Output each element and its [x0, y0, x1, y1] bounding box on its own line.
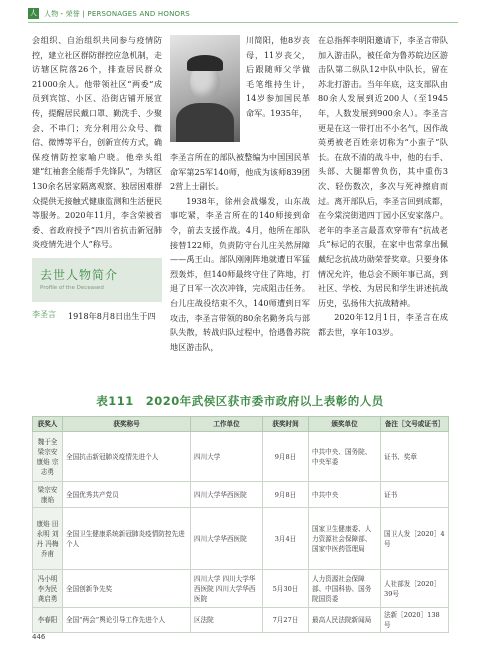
- table-row: [33, 432, 449, 482]
- awardee-names: 康焰 田永明 刘丹 冯梅 乔甫: [33, 508, 63, 570]
- column-header: 备注［文号或证书］: [381, 417, 449, 432]
- awardee-names: 冯小明 李为民 龚启勇: [33, 570, 63, 608]
- paragraph: 2020年12月1日，李圣言在成都去世，享年103岁。: [318, 312, 448, 337]
- work-unit: 四川大学华西医院: [191, 508, 263, 570]
- text-column-2: [170, 150, 310, 354]
- remark: 国卫人发［2020］4号: [381, 508, 449, 570]
- column-header: 获奖称号: [63, 417, 191, 432]
- remark: 证书、奖章: [381, 432, 449, 482]
- issuing-body: 人力资源社会保障部、中国科协、国务院国资委: [309, 570, 381, 608]
- table-header-row: [33, 417, 449, 432]
- page-number: 446: [32, 633, 46, 641]
- obituary-heading-box: [32, 258, 162, 302]
- remark: 证书: [381, 482, 449, 508]
- award-title: 全国创新争先奖: [63, 570, 191, 608]
- table-row: [33, 482, 449, 508]
- awardee-names: 李春阳: [33, 608, 63, 633]
- award-date: 9月8日: [263, 432, 309, 482]
- award-title: 全国卫生健康系统新冠肺炎疫情防控先进个人: [63, 508, 191, 570]
- award-title: 全国抗击新冠肺炎疫情先进个人: [63, 432, 191, 482]
- paragraph: 李圣言所在的部队被整编为中国国民革命军第25军140师，他成为该师839团2营上士副长。: [170, 152, 310, 192]
- awardee-names: 魏于全 梁宗安 康焰 宗志勇: [33, 432, 63, 482]
- awards-table: [32, 416, 449, 633]
- award-title: 全国“两会”舆论引导工作先进个人: [63, 608, 191, 633]
- obituary-title: 去世人物简介: [40, 268, 119, 282]
- paragraph: 1938年，徐州会战爆发，山东战事吃紧，李圣言所在的140师接到命令，前去支援作战。4月，他所在部队接替122师，负责防守台儿庄关然屏障——禹王山。部队刚刚阵地就遭日军猛烈轰炸，但140师最终守住了阵地，打退了日军一次次冲锋，完成阻击任务。台儿庄战役结束不久，140师遭到日军攻击，李圣言带领的80余名勤务兵与部队失散，转战归队过程中，恰遇鲁苏院地区游击队，: [170, 195, 310, 352]
- table-title: 表111 2020年武侯区获市委市政府以上表彰的人员: [96, 394, 384, 408]
- issuing-body: 国家卫生健康委、人力资源社会保障部、国家中医药管理局: [309, 508, 381, 570]
- remark: 人社部发［2020］39号: [381, 570, 449, 608]
- awardee-names: 梁宗安 康焰: [33, 482, 63, 508]
- issuing-body: 中共中央、国务院、中央军委: [309, 432, 381, 482]
- table-row: [33, 508, 449, 570]
- remark: 法新［2020］138号: [381, 608, 449, 633]
- work-unit: 四川大学华西医院: [191, 482, 263, 508]
- text-column-1: [32, 33, 162, 252]
- award-title: 全国优秀共产党员: [63, 482, 191, 508]
- portrait-photo: [170, 35, 240, 142]
- issuing-body: 最高人民法院新闻局: [309, 608, 381, 633]
- paragraph: 在总指挥李明阳邀请下，李圣言带队加入游击队，被任命为鲁苏皖边区游击队第二纵队12中队中队长，留在苏北打游击。当年年底，这支部队由80余人发展到近200人（至1945年，人数发展到900余人）。李圣言更是在这一带打出不小名气，因作战英勇被老百姓亲切称为“小蛮子”队长。在敌不清的战斗中，他的右手、头部、大腿都曾负伤，其中重伤3次、轻伤数次，多次与死神擦肩而过。离开部队后，李圣言回到成都，在今棠浣街道四丁园小区安家落户。老年的李圣言最喜欢穿带有“抗战老兵”标记的衣服，在家中也常拿出佩戴纪念抗战功勋荣誉奖章。只要身体情况允许，他总会不顾年事已高，到社区、学校、为居民和学生讲述抗战历史，弘扬伟大抗战精神。: [318, 35, 448, 308]
- award-date: 5月30日: [263, 570, 309, 608]
- paragraph: 会组织、自治组织共同参与疫情防控，建立社区群防群控应急机制，走访辖区院落26个，排查居民群众21000余人。他带领社区“两委”成员到宾馆、小区、沿街店铺开展宣传，提醒居民戴口罩、勤洗手、少聚会、不串门；充分利用公众号、微信、微博等平台，创新宣传方式，确保疫情防控家喻户晓。他牵头组建“红袖套全能帮手先锋队”，为辖区130余名居家隔离观察、独居困难群众提供无接触式健康监测和生活便民等服务。2020年11月，李含荣被省委、省政府授予“四川省抗击新冠肺炎疫情先进个人”称号。: [32, 35, 162, 250]
- column-header: 获奖时间: [263, 417, 309, 432]
- text-column-3: [318, 33, 448, 339]
- award-date: 9月8日: [263, 482, 309, 508]
- text-beside-photo: 川简阳，他8岁丧母，11岁丧父，后跟随师父学做毛笔维持生计，14岁参加国民革命军。1935年，: [246, 35, 310, 118]
- work-unit: 四川大学: [191, 432, 263, 482]
- award-date: 3月4日: [263, 508, 309, 570]
- issuing-body: 中共中央: [309, 482, 381, 508]
- obituary-text: 1918年8月8日出生于四: [68, 311, 156, 321]
- table-row: [33, 570, 449, 608]
- column-header: 工作单位: [191, 417, 263, 432]
- work-unit: 四川大学 四川大学华西医院 四川大学华西医院: [191, 570, 263, 608]
- section-logo-icon: 人: [30, 9, 37, 17]
- obituary-name: 李圣言: [32, 310, 56, 319]
- section-title: 人物・荣誉 | PERSONAGES AND HONORS: [44, 10, 190, 18]
- obituary-subtitle: Profile of the Deceased: [40, 285, 104, 291]
- page-header: [28, 8, 458, 22]
- header-rule: [28, 22, 458, 23]
- column-header: 颁奖单位: [309, 417, 381, 432]
- column-header: 获奖人: [33, 417, 63, 432]
- award-date: 7月27日: [263, 608, 309, 633]
- work-unit: 区法院: [191, 608, 263, 633]
- table-row: [33, 608, 449, 633]
